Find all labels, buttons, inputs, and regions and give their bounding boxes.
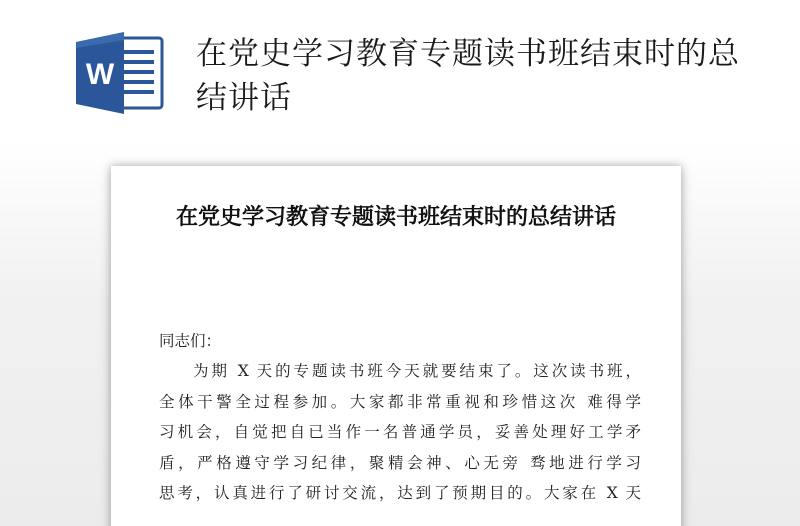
word-icon [74, 32, 166, 114]
document-page [111, 166, 681, 526]
body-line: 习机会，自觉把自已当作一名普通学员，妥善处理好工学矛 [159, 423, 641, 441]
word-icon-letter: W [85, 58, 115, 91]
document-title: 在党史学习教育专题读书班结束时的总结讲话 [175, 204, 616, 230]
body-line: 为期 X 天的专题读书班今天就要结束了。这次读书班， [193, 362, 641, 380]
document-body [159, 356, 641, 509]
body-line: 盾，严格遵守学习纪律，聚精会神、心无旁 骛地进行学习 [159, 453, 641, 472]
body-line: 全体干警全过程参加。大家都非常重视和珍惜这次 难得学 [159, 392, 641, 411]
body-line: 思考，认真进行了研讨交流，达到了预期目的。大家在 X 天 [159, 484, 641, 502]
document-greeting: 同志们： [159, 332, 222, 350]
page-title: 在党史学习教育专题读书班结束时的总结讲话 [196, 36, 740, 116]
